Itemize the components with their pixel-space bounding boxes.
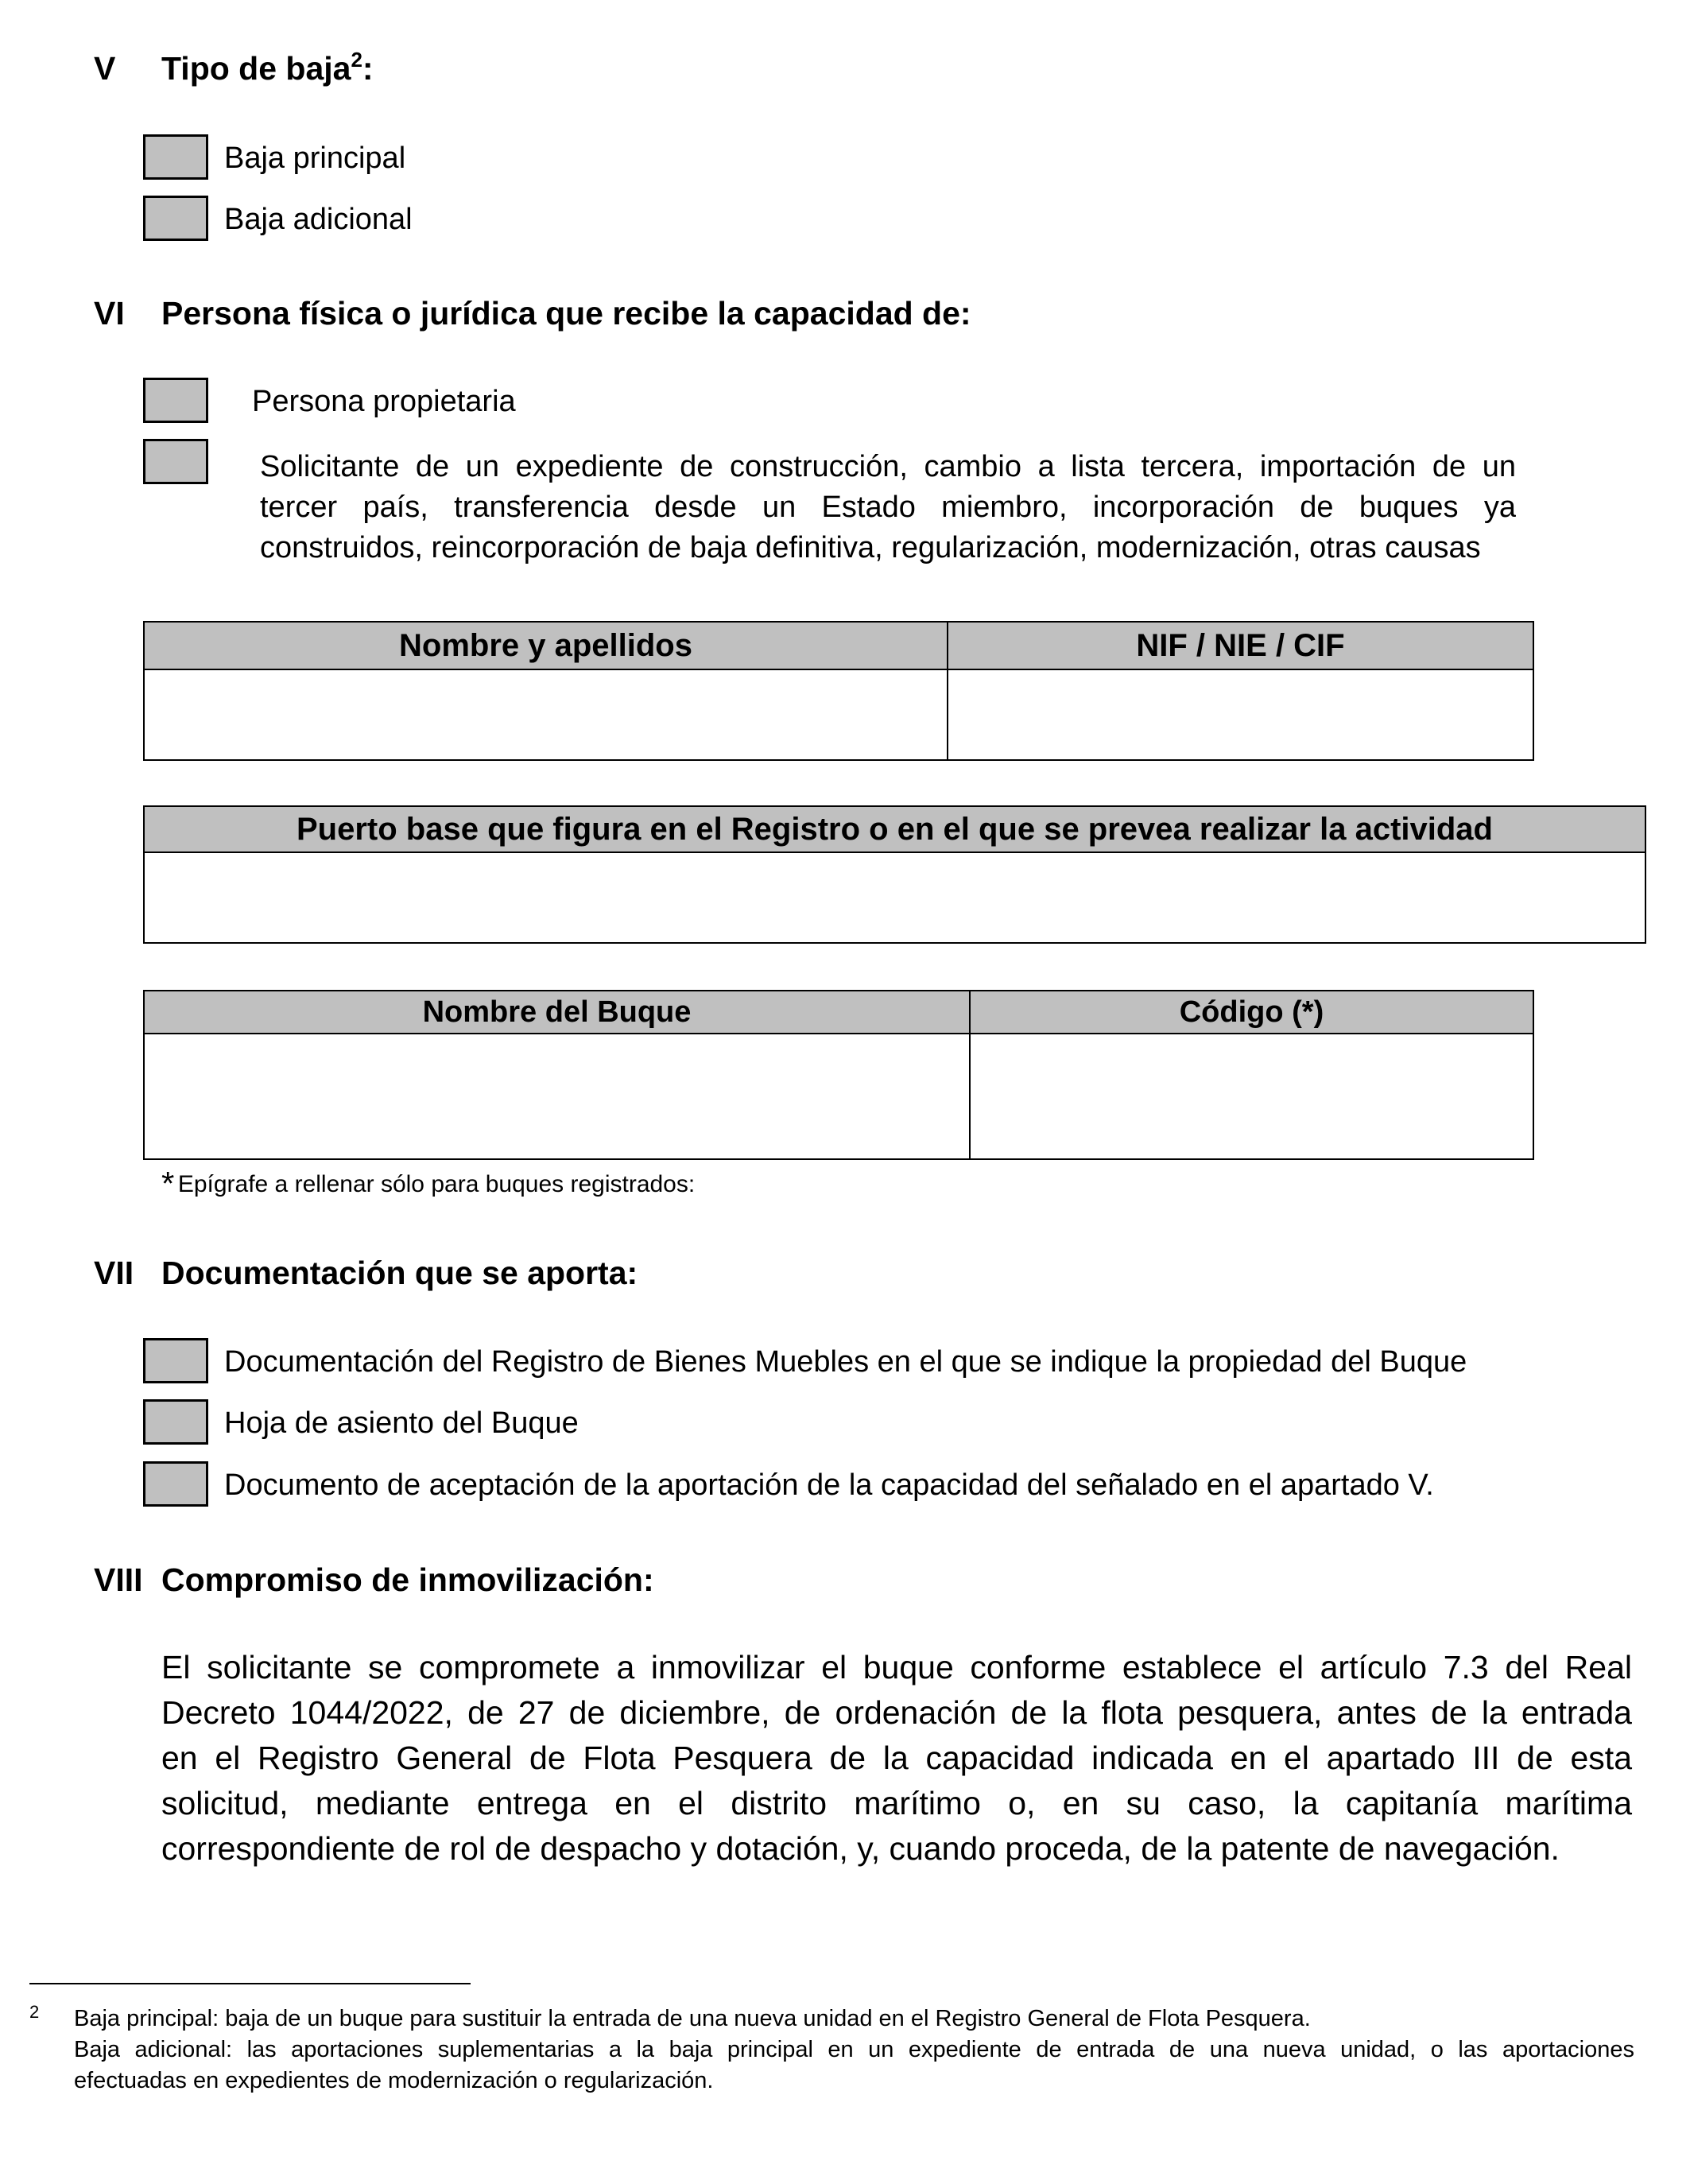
footnote-separator xyxy=(29,1983,471,1984)
asterisk: * xyxy=(161,1165,175,1202)
section-vii-number: VII xyxy=(94,1255,134,1291)
persona-table xyxy=(143,621,1534,761)
section-vi-number: VI xyxy=(94,295,125,332)
doc-registro-checkbox[interactable] xyxy=(143,1338,208,1383)
footnote-text: Baja principal: baja de un buque para sustituir la entrada de una nueva unidad en el Registro General de Flota Pesquera. Baja adicional: las aportaciones suplementarias a la baja principal en un expediente de entrada de una nueva unidad, o las aportaciones efectuadas en expedientes de modernización o regularización. xyxy=(74,2006,1634,2093)
doc-aceptacion-label: Documento de aceptación de la aportación de la capacidad del señalado en el apartado V. xyxy=(224,1468,1434,1502)
baja-adicional-label: Baja adicional xyxy=(224,203,413,236)
nif-header: NIF / NIE / CIF xyxy=(948,622,1533,669)
compromiso-paragraph: El solicitante se compromete a inmovilizar el buque conforme establece el artículo 7.3 del Real Decreto 1044/2022, de 27 de diciembre, de ordenación de la flota pesquera, antes de la entrada en el Registro General de Flota Pesquera de la capacidad indicada en el apartado III de esta solicitud, mediante entrega en el distrito marítimo o, en su caso, la capitanía marítima correspondiente de rol de despacho y dotación, y, cuando proceda, de la patente de navegación. xyxy=(161,1649,1632,1867)
puerto-field[interactable] xyxy=(144,852,1645,943)
persona-propietaria-checkbox[interactable] xyxy=(143,378,208,423)
codigo-header: Código (*) xyxy=(970,991,1533,1034)
codigo-field[interactable] xyxy=(970,1034,1533,1159)
section-v-number: V xyxy=(94,50,116,87)
nombre-apellidos-header: Nombre y apellidos xyxy=(144,622,948,669)
section-v-title: Tipo de baja$^2$: xyxy=(161,48,374,87)
section-viii-title: Compromiso de inmovilización: xyxy=(161,1561,654,1598)
footnote-mark: 2 xyxy=(29,2002,40,2022)
buque-note: * Epígrafe a rellenar sólo para buques registrados: xyxy=(161,1165,696,1202)
hoja-asiento-label: Hoja de asiento del Buque xyxy=(224,1406,579,1440)
baja-principal-label: Baja principal xyxy=(224,142,406,175)
section-viii-number: VIII xyxy=(94,1561,143,1598)
section-vii-title: Documentación que se aporta: xyxy=(161,1255,638,1291)
persona-propietaria-label: Persona propietaria xyxy=(252,385,516,418)
nombre-buque-field[interactable] xyxy=(144,1034,970,1159)
buque-table xyxy=(143,990,1534,1160)
nif-field[interactable] xyxy=(948,669,1533,760)
nombre-buque-header: Nombre del Buque xyxy=(144,991,970,1034)
footnote-ref: 2 xyxy=(351,48,362,72)
doc-registro-label: Documentación del Registro de Bienes Muebles en el que se indique la propiedad del Buque xyxy=(224,1345,1467,1379)
baja-principal-checkbox[interactable] xyxy=(143,134,208,180)
hoja-asiento-checkbox[interactable] xyxy=(143,1399,208,1445)
baja-adicional-checkbox[interactable] xyxy=(143,196,208,241)
solicitante-checkbox[interactable] xyxy=(143,439,208,484)
section-vi-title: Persona física o jurídica que recibe la capacidad de: xyxy=(161,295,971,332)
puerto-header: Puerto base que figura en el Registro o en el que se prevea realizar la actividad xyxy=(144,806,1645,852)
nombre-apellidos-field[interactable] xyxy=(144,669,948,760)
doc-aceptacion-checkbox[interactable] xyxy=(143,1461,208,1507)
puerto-table xyxy=(143,805,1646,944)
solicitante-label: Solicitante de un expediente de construcción, cambio a lista tercera, importación de un tercer país, transferencia desde un Estado miembro, incorporación de buques ya construidos, reincorporación de baja definitiva, regularización, modernización, otras causas xyxy=(260,450,1516,564)
